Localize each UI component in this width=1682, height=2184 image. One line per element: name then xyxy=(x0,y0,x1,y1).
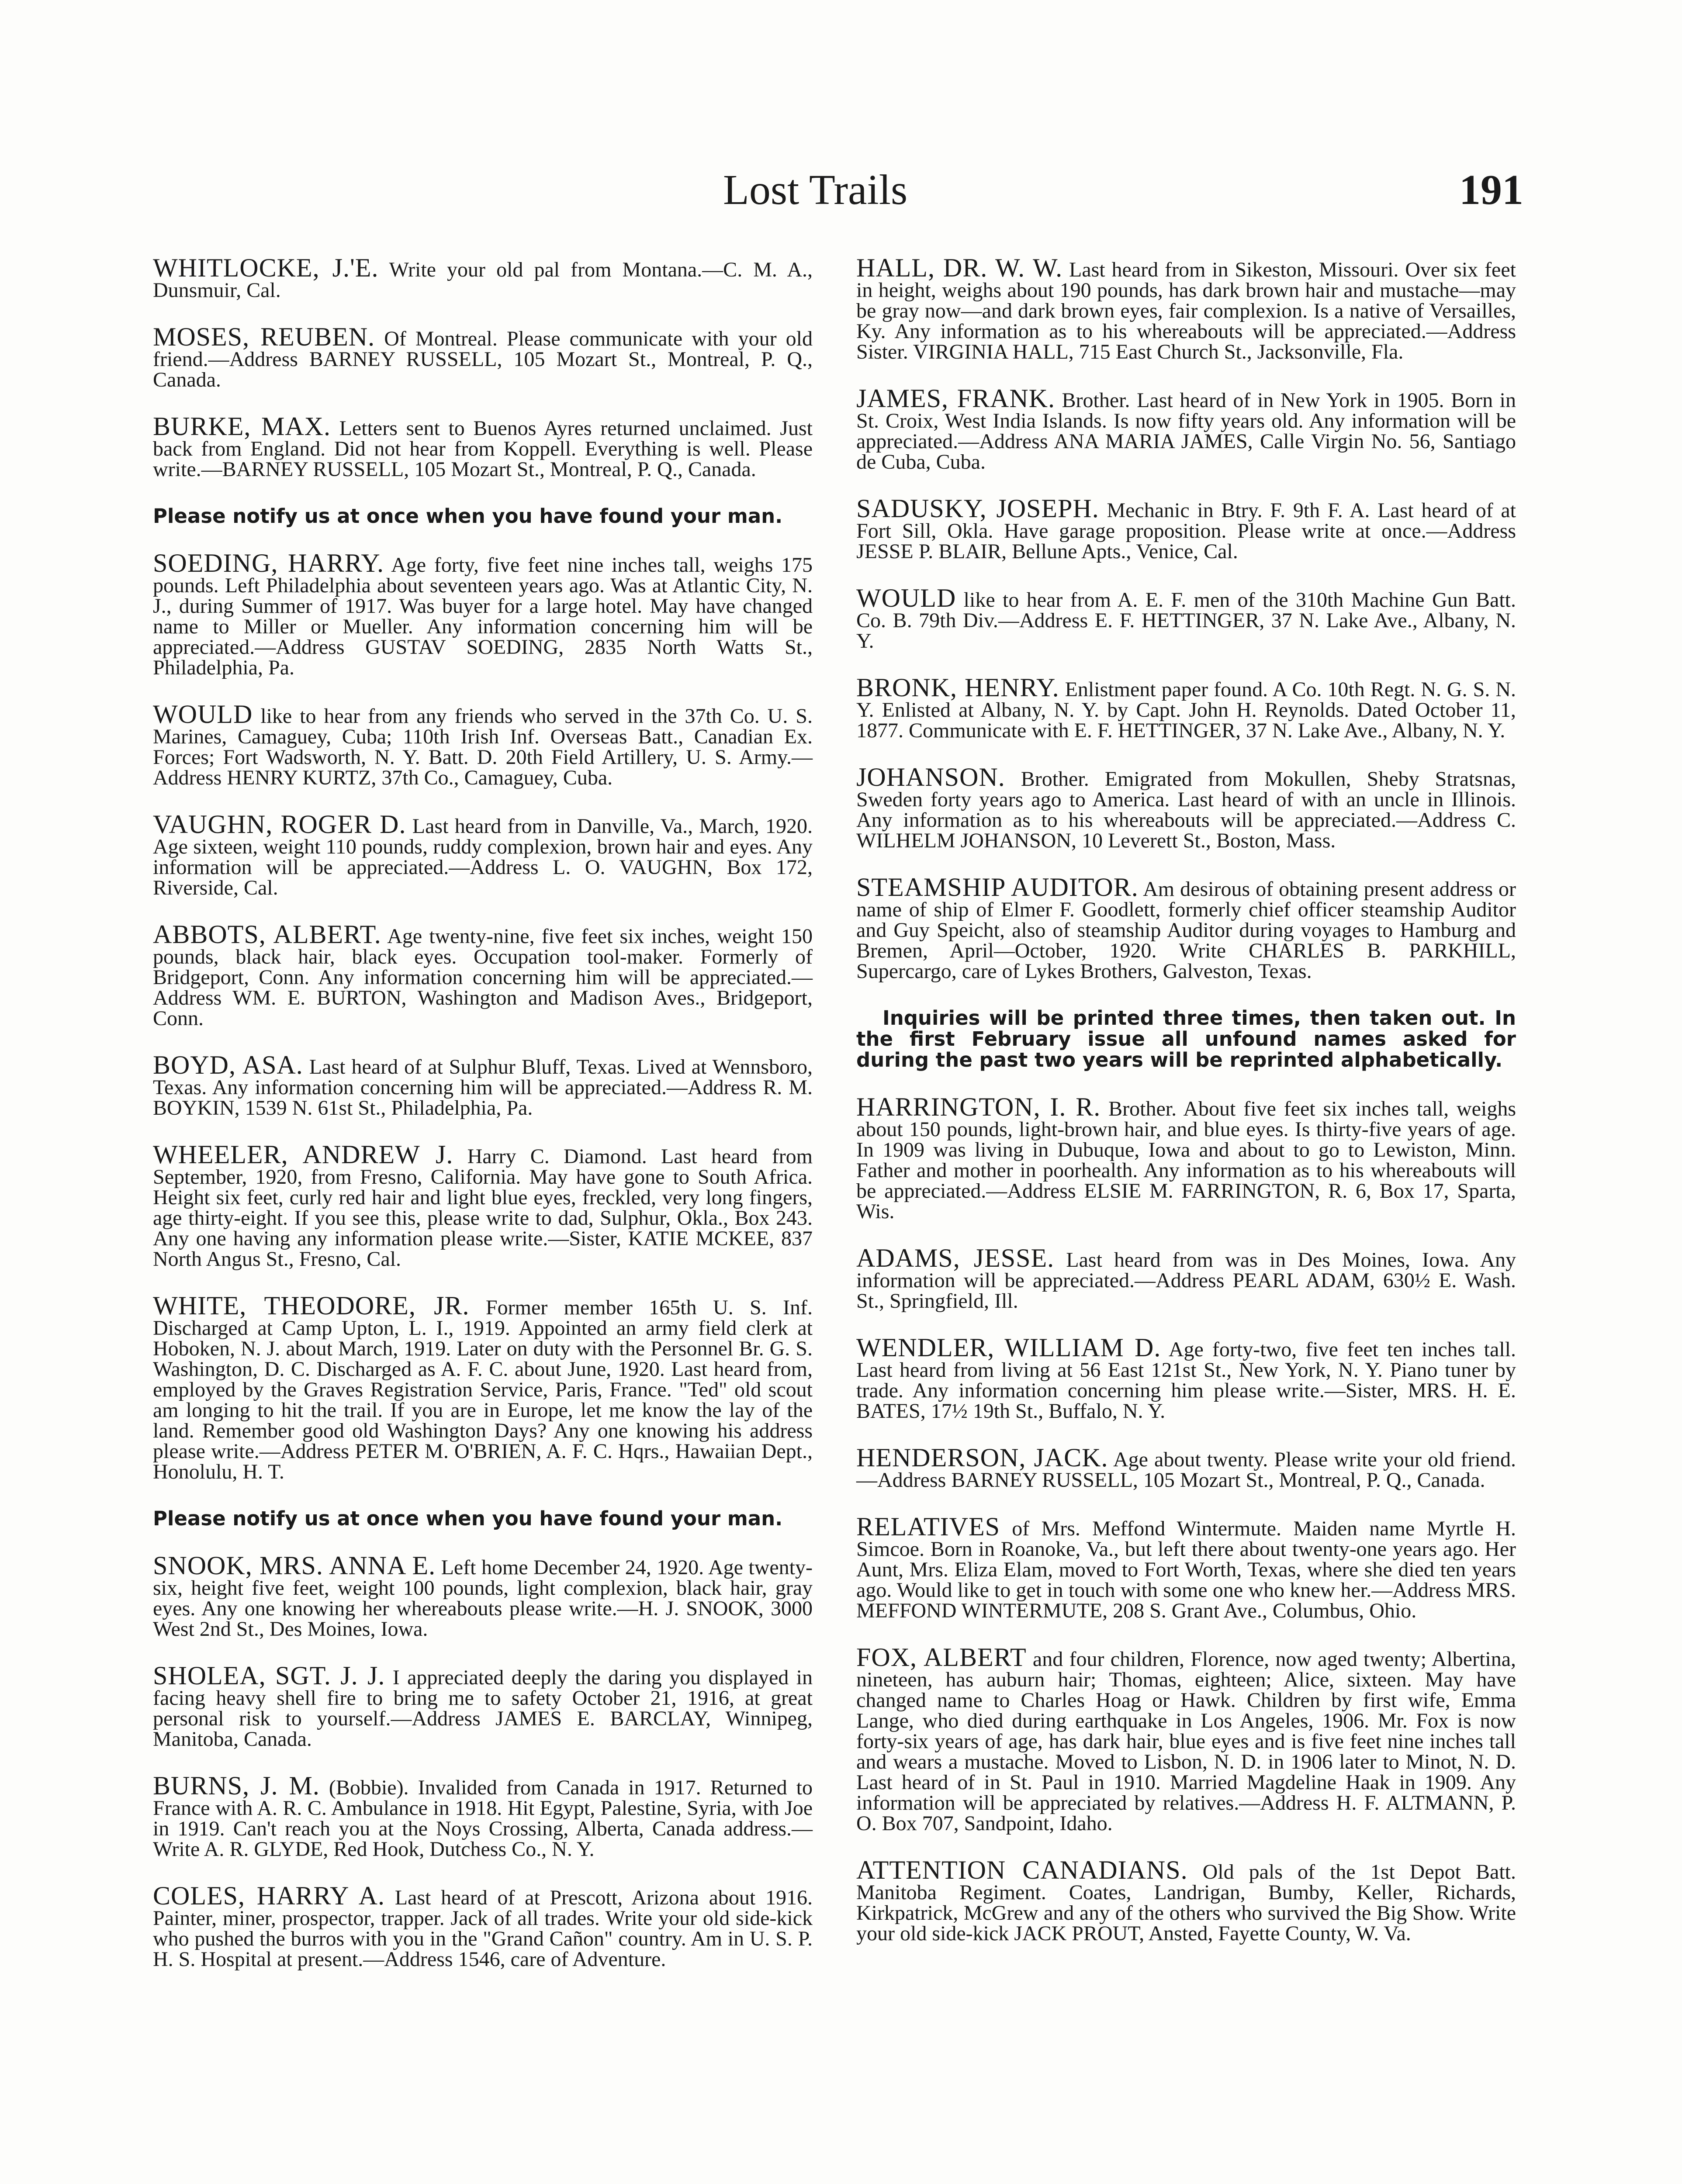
lost-trail-entry xyxy=(856,1443,1516,1492)
entry-body: (Bobbie). Invalided from Canada in 1917. Returned to France with A. R. C. Ambulance in 1918. Hit Egypt, Palestine, Syria, with Joe in 1919. Can't reach you at the Noys Crossing, Alberta, Canada address.—Write A. R. GLYDE, Red Hook, Dutchess Co., N. Y. xyxy=(153,1776,813,1861)
entry-body: Age forty-two, five feet ten inches tall. Last heard from living at 56 East 121st St., New York, N. Y. Piano tuner by trade. Any information concerning him please write.—Sister, MRS. H. E. BATES, 17½ 19th St., Buffalo, N. Y. xyxy=(856,1338,1516,1423)
entry-body: Brother. About five feet six inches tall, weighs about 150 pounds, light-brown hair, and blue eyes. Is thirty-five years of age. In 1909 was living in Dubuque, Iowa and about to go to Lewiston, Minn. Father and mother in poorhealth. Any information as to his whereabouts will be appreciated.—Address ELSIE M. FARRINGTON, R. 6, Box 17, Sparta, Wis. xyxy=(856,1097,1516,1223)
entry-heading: BURNS, J. M. xyxy=(153,1771,320,1800)
lost-trail-entry xyxy=(856,1244,1516,1313)
entry-body: Harry C. Diamond. Last heard from September, 1920, from Fresno, California. May have gone to South Africa. Height six feet, curly red hair and light blue eyes, freckled, very long fingers, age thirty-eight. If you see this, please write to dad, Sulphur, Okla., Box 243. Any one having any information please write.—Sister, KATIE MCKEE, 837 North Angus St., Fresno, Cal. xyxy=(153,1145,813,1271)
lost-trail-entry xyxy=(153,810,813,899)
entry-heading: SHOLEA, SGT. J. J. xyxy=(153,1661,385,1690)
lost-trail-entry xyxy=(856,1643,1516,1835)
entry-body: Write your old pal from Montana.—C. M. A., Dunsmuir, Cal. xyxy=(153,258,813,302)
entry-heading: JOHANSON. xyxy=(856,763,1005,791)
entry-heading: ABBOTS, ALBERT. xyxy=(153,920,381,949)
lost-trail-entry xyxy=(153,1140,813,1271)
entry-heading: SNOOK, MRS. ANNA E. xyxy=(153,1551,436,1580)
entry-body: Last heard from in Danville, Va., March, 1920. Age sixteen, weight 110 pounds, ruddy complexion, brown hair and eyes. Any information will be appreciated.—Address L. O. VAUGHN, Box 172, Riverside, Cal. xyxy=(153,815,813,899)
entry-heading: WOULD xyxy=(153,700,253,729)
entry-heading: WHITLOCKE, J.'E. xyxy=(153,253,379,282)
entry-heading: SADUSKY, JOSEPH. xyxy=(856,494,1099,523)
lost-trail-entry xyxy=(153,253,813,302)
lost-trail-entry xyxy=(153,1661,813,1751)
entry-heading: WHEELER, ANDREW J. xyxy=(153,1140,453,1169)
lost-trail-entry xyxy=(153,1051,813,1120)
entry-heading: BRONK, HENRY. xyxy=(856,673,1059,702)
right-column xyxy=(856,253,1516,1970)
entry-body: I appreciated deeply the daring you displayed in facing heavy shell fire to bring me to safety October 21, 1916, at great personal risk to yourself.—Address JAMES E. BARCLAY, Winnipeg, Manitoba, Canada. xyxy=(153,1666,813,1751)
entry-body: Enlistment paper found. A Co. 10th Regt. N. G. S. N. Y. Enlisted at Albany, N. Y. by Capt. John H. Reynolds. Dated October 11, 1877. Communicate with E. F. HETTINGER, 37 N. Lake Ave., Albany, N. Y. xyxy=(856,678,1516,742)
lost-trail-entry xyxy=(153,1881,813,1971)
page-title: Lost Trails xyxy=(723,166,908,214)
entry-body: of Mrs. Meffond Wintermute. Maiden name Myrtle H. Simcoe. Born in Roanoke, Va., but left there about twenty-one years ago. Her Aunt, Mrs. Eliza Elam, moved to Fort Worth, Texas, where she died ten years ago. Would like to get in touch with some one who knew her.—Address MRS. MEFFOND WINTERMUTE, 208 S. Grant Ave., Columbus, Ohio. xyxy=(856,1517,1516,1622)
notice-text: Please notify us at once when you have found your man. xyxy=(153,1507,783,1530)
lost-trail-entry xyxy=(856,1092,1516,1223)
entry-heading: WENDLER, WILLIAM D. xyxy=(856,1333,1161,1362)
entry-heading: STEAMSHIP AUDITOR. xyxy=(856,873,1139,902)
entry-body: Letters sent to Buenos Ayres returned unclaimed. Just back from England. Did not hear from Koppell. Everything is well. Please write.—BARNEY RUSSELL, 105 Mozart St., Montreal, P. Q., Canada. xyxy=(153,417,813,481)
entry-heading: WHITE, THEODORE, JR. xyxy=(153,1291,470,1320)
entry-heading: COLES, HARRY A. xyxy=(153,1881,385,1910)
lost-trail-entry xyxy=(856,1856,1516,1945)
entry-heading: BOYD, ASA. xyxy=(153,1051,303,1079)
entry-heading: FOX, ALBERT xyxy=(856,1643,1027,1672)
lost-trail-entry xyxy=(153,700,813,789)
entry-heading: ATTENTION CANADIANS. xyxy=(856,1856,1188,1884)
page-number: 191 xyxy=(1459,166,1523,214)
entry-heading: RELATIVES xyxy=(856,1512,1000,1541)
entry-body: Brother. Emigrated from Mokullen, Sheby Stratsnas, Sweden forty years ago to America. Last heard of with an uncle in Illinois. Any information as to his whereabouts will be appreciated.—Address C. WILHELM JOHANSON, 10 Leverett St., Boston, Mass. xyxy=(856,767,1516,852)
entry-body: Last heard of at Sulphur Bluff, Texas. Lived at Wennsboro, Texas. Any information concerning him will be appreciated.—Address R. M. BOYKIN, 1539 N. 61st St., Philadelphia, Pa. xyxy=(153,1055,813,1120)
entry-heading: VAUGHN, ROGER D. xyxy=(153,810,406,839)
entry-heading: WOULD xyxy=(856,584,956,612)
entry-heading: HALL, DR. W. W. xyxy=(856,253,1063,282)
lost-trail-entry xyxy=(856,584,1516,653)
entry-body: Old pals of the 1st Depot Batt. Manitoba Regiment. Coates, Landrigan, Bumby, Keller, Richards, Kirkpatrick, McGrew and any of the others who survived the Big Show. Write your old side-kick JACK PROUT, Ansted, Fayette County, W. Va. xyxy=(856,1860,1516,1945)
entry-body: Mechanic in Btry. F. 9th F. A. Last heard of at Fort Sill, Okla. Have garage proposition. Please write at once.—Address JESSE P. BLAIR, Bellune Apts., Venice, Cal. xyxy=(856,499,1516,563)
entry-heading: HENDERSON, JACK. xyxy=(856,1443,1108,1472)
entry-body: Last heard of at Prescott, Arizona about 1916. Painter, miner, prospector, trapper. Jack of all trades. Write your old side-kick who pushed the burros with you in the "Grand Cañon" country. Am in U. S. P. H. S. Hospital at present.—Address 1546, care of Adventure. xyxy=(153,1886,813,1971)
lost-trail-entry xyxy=(856,384,1516,473)
lost-trail-entry xyxy=(856,253,1516,363)
entry-body: Am desirous of obtaining present address or name of ship of Elmer F. Goodlett, formerly chief officer steamship Auditor and Guy Speicht, also of steamship Auditor during voyages to Hamburg and Bremen, April—October, 1920. Write CHARLES B. PARKHILL, Supercargo, care of Lykes Brothers, Galveston, Texas. xyxy=(856,878,1516,983)
entry-body: Age twenty-nine, five feet six inches, weight 150 pounds, black hair, black eyes. Occupation tool-maker. Formerly of Bridgeport, Conn. Any information concerning him will be appreciated.—Address WM. E. BURTON, Washington and Madison Aves., Bridgeport, Conn. xyxy=(153,925,813,1030)
lost-trail-entry xyxy=(856,763,1516,852)
notice-text: Please notify us at once when you have found your man. xyxy=(153,505,783,528)
entry-heading: SOEDING, HARRY. xyxy=(153,549,384,577)
lost-trail-entry xyxy=(153,1771,813,1861)
entry-heading: MOSES, REUBEN. xyxy=(153,322,375,351)
lost-trail-entry xyxy=(856,873,1516,983)
lost-trail-entry xyxy=(153,322,813,391)
lost-trail-entry xyxy=(153,412,813,481)
lost-trail-entry xyxy=(856,494,1516,563)
lost-trail-entry xyxy=(856,1333,1516,1423)
entry-body: Age forty, five feet nine inches tall, weighs 175 pounds. Left Philadelphia about seventeen years ago. Was at Atlantic City, N. J., during Summer of 1917. Was buyer for a large hotel. May have changed name to Miller or Mueller. Any information concerning him will be appreciated.—Address GUSTAV SOEDING, 2835 North Watts St., Philadelphia, Pa. xyxy=(153,553,813,679)
entry-body: Last heard from was in Des Moines, Iowa. Any information will be appreciated.—Address PEARL ADAM, 630½ E. Wash. St., Springfield, Ill. xyxy=(856,1248,1516,1313)
entry-body: Former member 165th U. S. Inf. Discharged at Camp Upton, L. I., 1919. Appointed an army field clerk at Hoboken, N. J. about March, 1919. Later on duty with the Personnel Br. G. S. Washington, D. C. Discharged as A. F. C. about June, 1920. Last heard from, employed by the Graves Registration Service, Paris, France. "Ted" old scout am longing to hit the trail. If you are in Europe, let me know the lay of the land. Remember good old Washington Days? Any one knowing his address please write.—Address PETER M. O'BRIEN, A. F. C. Hqrs., Hawaiian Dept., Honolulu, H. T. xyxy=(153,1296,813,1483)
entry-body: Left home December 24, 1920. Age twenty-six, height five feet, weight 100 pounds, light complexion, black hair, gray eyes. Any one knowing her whereabouts please write.—H. J. SNOOK, 3000 West 2nd St., Des Moines, Iowa. xyxy=(153,1556,813,1641)
entry-body: Of Montreal. Please communicate with your old friend.—Address BARNEY RUSSELL, 105 Mozart St., Montreal, P. Q., Canada. xyxy=(153,327,813,391)
notice-text: Inquiries will be printed three times, then taken out. In the first February issue all unfound names asked for during the past two years will be reprinted alphabetically. xyxy=(856,1006,1516,1071)
lost-trail-entry xyxy=(153,549,813,679)
lost-trail-entry xyxy=(153,1551,813,1641)
entry-heading: HARRINGTON, I. R. xyxy=(856,1092,1101,1121)
entry-heading: JAMES, FRANK. xyxy=(856,384,1055,413)
entry-heading: BURKE, MAX. xyxy=(153,412,331,441)
left-column xyxy=(153,253,813,1996)
entry-body: and four children, Florence, now aged twenty; Albertina, nineteen, has auburn hair; Thomas, eighteen; Alice, sixteen. May have changed name to Charles Hoag or Hawk. Children by first wife, Emma Lange, who died during earthquake in Los Angeles, 1906. Mr. Fox is now forty-six years of age, has dark hair, blue eyes and is five feet nine inches tall and wears a mustache. Moved to Lisbon, N. D. in 1906 later to Minot, N. D. Last heard of in St. Paul in 1910. Married Magdeline Haak in 1909. Any information will be appreciated by relatives.—Address H. F. ALTMANN, P. O. Box 707, Sandpoint, Idaho. xyxy=(856,1648,1516,1835)
entry-body: Last heard from in Sikeston, Missouri. Over six feet in height, weighs about 190 pounds, has dark brown hair and mustache—may be gray now—and dark brown eyes, fair complexion. Is a native of Versailles, Ky. Any information as to his whereabouts will be appreciated.—Address Sister. VIRGINIA HALL, 715 East Church St., Jacksonville, Fla. xyxy=(856,258,1516,363)
page-header xyxy=(0,164,1682,225)
entry-heading: ADAMS, JESSE. xyxy=(856,1244,1055,1272)
lost-trail-entry xyxy=(153,920,813,1030)
lost-trail-entry xyxy=(856,673,1516,742)
lost-trail-entry xyxy=(153,1291,813,1483)
entry-body: like to hear from any friends who served in the 37th Co. U. S. Marines, Camaguey, Cuba; 110th Irish Inf. Overseas Batt., Canadian Ex. Forces; Fort Wadsworth, N. Y. Batt. D. 20th Field Artillery, U. S. Army.—Address HENRY KURTZ, 37th Co., Camaguey, Cuba. xyxy=(153,705,813,789)
entry-body: Brother. Last heard of in New York in 1905. Born in St. Croix, West India Islands. Is now fifty years old. Any information will be appreciated.—Address ANA MARIA JAMES, Calle Virgin No. 56, Santiago de Cuba, Cuba. xyxy=(856,389,1516,473)
lost-trail-entry xyxy=(856,1512,1516,1622)
entry-body: Age about twenty. Please write your old friend.—Address BARNEY RUSSELL, 105 Mozart St., Montreal, P. Q., Canada. xyxy=(856,1448,1516,1492)
entry-body: like to hear from A. E. F. men of the 310th Machine Gun Batt. Co. B. 79th Div.—Address E. F. HETTINGER, 37 N. Lake Ave., Albany, N. Y. xyxy=(856,588,1516,653)
